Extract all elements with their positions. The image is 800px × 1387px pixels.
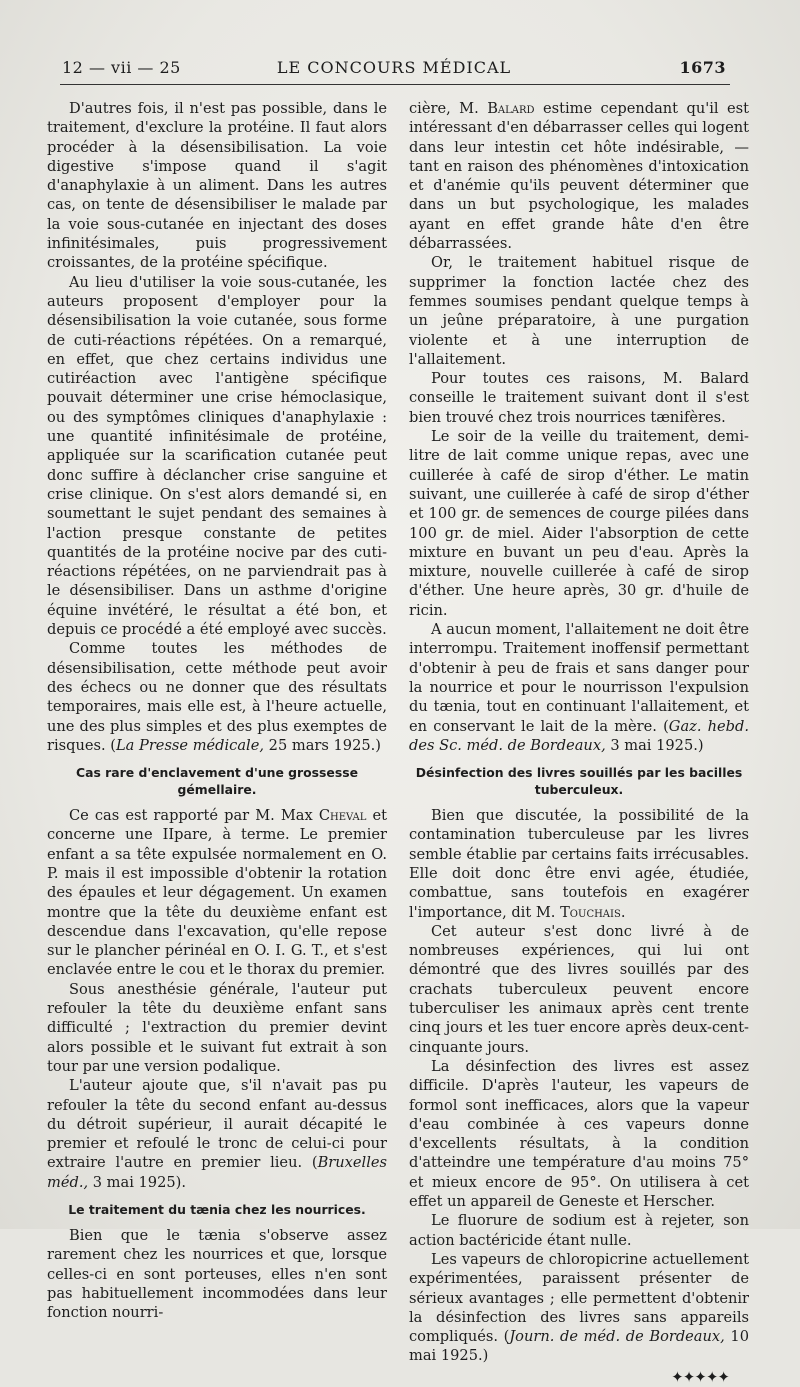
running-header: [62, 58, 726, 82]
paragraph: Bien que discutée, la possibilité de la contamination tuberculeuse par les livres semble établie par certains faits irrécusables. Elle doit donc être envi agée, étudiée, combattue, sans toutefois en exagérer l'importance, dit M. Touchais.: [409, 807, 749, 921]
author-name: Cheval: [318, 807, 367, 825]
paragraph: Au lieu d'utiliser la voie sous-cutanée, les auteurs proposent d'employer pour la désensibilisation la voie cutanée, sous forme de cuti-réactions répétées. On a remarqué, en effet, que chez certains individus une cutiréaction avec l'antigène spécifique pouvait déterminer une crise hémoclasique, ou des symptômes cliniques d'anaphylaxie : une quantité infinitésimale de protéine, appliquée sur la scarification cutanée peut donc suffire à déclancher crise sanguine et crise clinique. On s'est alors demandé si, en soumettant le sujet pendant des semaines à l'action presque constante de petites quantités de la protéine nocive par des cuti-réactions répétées, on ne parviendrait pas à le désensibiliser. Dans un asthme d'origine équine invétéré, le résultat a été bon, et depuis ce procédé a été employé avec succès.: [47, 273, 387, 639]
paragraph: Bien que le tænia s'observe assez rarement chez les nourrices et que, lorsque celles-ci en sont porteuses, elles n'en sont pas habituellement incommodées dans leur fonction nourri-: [47, 1227, 387, 1322]
source-citation: La Presse médicale,: [115, 736, 265, 754]
author-name: Balard: [487, 100, 535, 117]
journal-title: LE CONCOURS MÉDICAL: [276, 58, 512, 77]
section-heading: Cas rare d'enclavement d'une grossesse gémellaire.: [76, 765, 358, 798]
paragraph: Pour toutes ces raisons, M. Balard conseille le traitement suivant dont il s'est bien trouvé chez trois nourrices tænifères.: [409, 370, 749, 426]
paragraph: Cet auteur s'est donc livré à de nombreuses expériences, qui lui ont démontré que des livres souillés par des crachats tuberculeux peuvent encore tuberculiser les animaux après cent trente cinq jours et les tuer encore après deux-cent-cinquante jours.: [409, 922, 749, 1056]
paragraph: D'autres fois, il n'est pas possible, dans le traitement, d'exclure la protéine. Il faut alors procéder à la désensibilisation. La voie digestive s'impose quand il s'agit d'anaphylaxie à un aliment. Dans les autres cas, on tente de désensibiliser le malade par la voie sous-cutanée en injectant des doses infinitésimales, puis progressivement croissantes, de la protéine spécifique.: [47, 100, 387, 272]
paragraph: A aucun moment, l'allaitement ne doit être interrompu. Traitement inoffensif permettant d'obtenir à peu de frais et sans danger pour la nourrice et pour le nourrisson l'expulsion du tænia, tout en continuant l'allaitement, et en conservant le lait de la mère. (Gaz. hebd. des Sc. méd. de Bordeaux, 3 mai 1925.): [409, 621, 750, 754]
page-number: 1673: [679, 58, 726, 77]
paragraph: Ce cas est rapporté par M. Max Cheval et concerne une IIpare, à terme. Le premier enfant a sa tête expulsée normalement en O. P. mais il est impossible d'obtenir la rotation des épaules et leur dégagement. Un examen montre que la tête du deuxième enfant est descendue dans l'excavation, qu'elle repose sur le plancher périnéal en O. I. G. T., et s'est enclavée entre le cou et le thorax du premier.: [47, 807, 388, 979]
author-name: Touchais: [560, 903, 621, 921]
paragraph: Comme toutes les méthodes de désensibilisation, cette méthode peut avoir des échecs ou ne donner que des résultats temporaires, mais elle est, à l'heure actuelle, une des plus simples et des plus exemptes de risques. (La Presse médicale, 25 mars 1925.): [47, 640, 387, 754]
source-citation: Journ. de méd. de Bordeaux,: [509, 1328, 725, 1346]
paragraph: Le fluorure de sodium est à rejeter, son action bactéricide étant nulle.: [409, 1212, 749, 1249]
left-column: [47, 99, 387, 1323]
right-column: [409, 99, 749, 1387]
paragraph: La désinfection des livres est assez difficile. D'après l'auteur, les vapeurs de formol sont inefficaces, alors que la vapeur d'eau combinée à ces vapeurs donne d'excellents résultats, à la condition d'atteindre une température d'au moins 75° et mieux encore de 95°. On utilisera à cet effet un appareil de Geneste et Herscher.: [409, 1057, 749, 1211]
source-citation: Bruxelles méd.,: [47, 1154, 387, 1191]
paragraph: Les vapeurs de chloropicrine actuellement expérimentées, paraissent présenter de sérieux avantages ; elle permettent d'obtenir la désinfection des livres sans appareils compliqués. (Journ. de méd. de Bordeaux, 10 mai 1925.): [409, 1250, 749, 1365]
section-heading: Désinfection des livres souillés par les bacilles tuberculeux.: [415, 765, 743, 798]
paragraph: Or, le traitement habituel risque de supprimer la fonction lactée chez des femmes soumises pendant quelque temps à un jeûne préparatoire, à une purgation violente et à une interruption de l'allaitement.: [409, 254, 749, 368]
end-ornament: ✦✦✦✦✦: [671, 1367, 729, 1386]
header-rule: [60, 84, 730, 85]
source-citation: Gaz. hebd. des Sc. méd. de Bordeaux,: [409, 717, 750, 754]
paragraph: cière, M. Balard estime cependant qu'il est intéressant d'en débarrasser celles qui logent dans leur intestin cet hôte indésirable, — tant en raison des phénomènes d'intoxication et d'anémie qu'ils peuvent déterminer que dans un but psychologique, les malades ayant en effet grande hâte d'en être débarrassées.: [409, 100, 749, 253]
section-heading: Le traitement du tænia chez les nourrices.: [68, 1202, 366, 1218]
paragraph: Sous anesthésie générale, l'auteur put refouler la tête du deuxième enfant sans difficulté ; l'extraction du premier devint alors possible et le suivant fut extrait à son tour par une version podalique.: [47, 980, 387, 1075]
paragraph: Le soir de la veille du traitement, demi-litre de lait comme unique repas, avec une cuillerée à café de sirop d'éther. Le matin suivant, une cuillerée à café de sirop d'éther et 100 gr. de semences de courge pilées dans 100 gr. de miel. Aider l'absorption de cette mixture en buvant un peu d'eau. Après la mixture, nouvelle cuillerée à café de sirop d'éther. Une heure après, 30 gr. d'huile de ricin.: [409, 428, 749, 619]
paragraph: L'auteur ajoute que, s'il n'avait pas pu refouler la tête du second enfant au-dessus du détroit supérieur, il aurait décapité le premier et refoulé le tronc de celui-ci pour extraire l'autre en premier lieu. (Bruxelles méd., 3 mai 1925).: [47, 1077, 387, 1191]
issue-date: 12 — vii — 25: [62, 58, 181, 77]
